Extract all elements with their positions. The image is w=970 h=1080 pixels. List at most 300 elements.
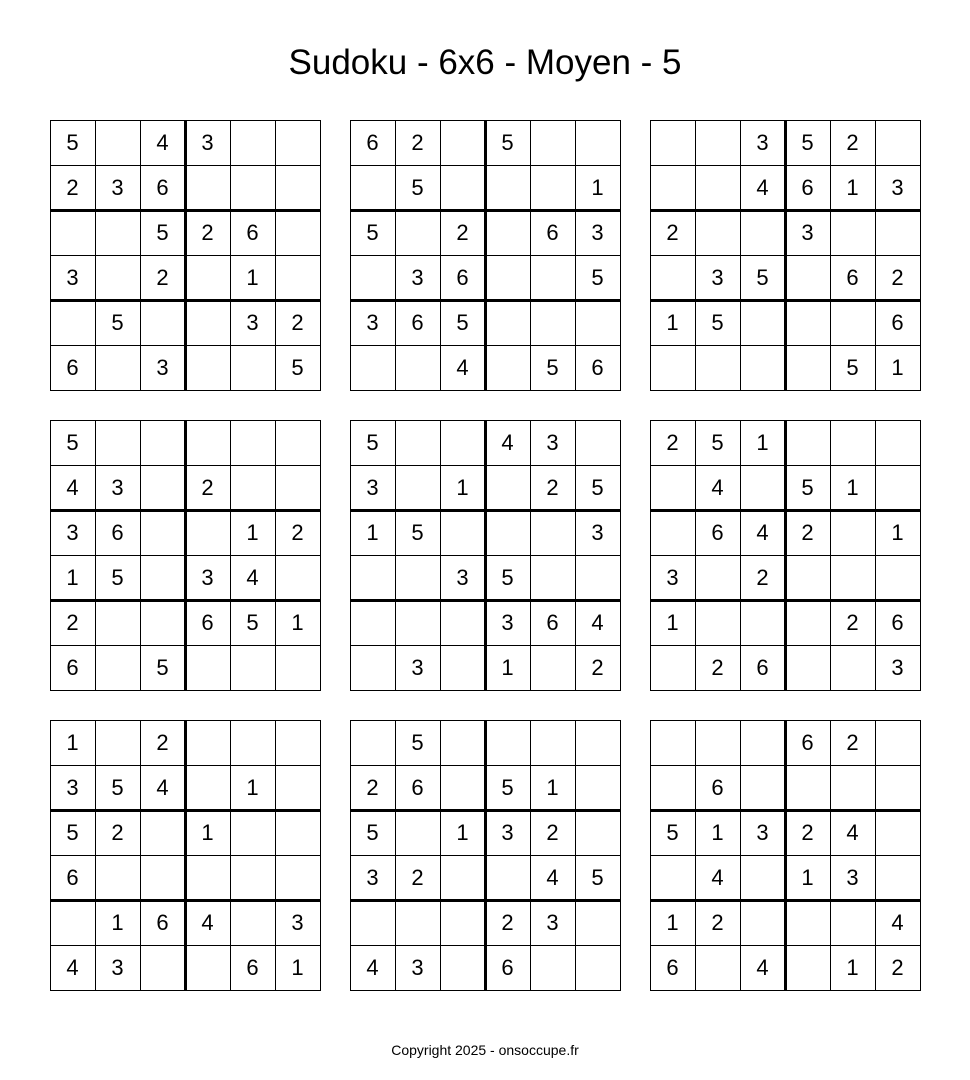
box-divider-vertical [484,420,487,691]
empty-cell[interactable] [350,255,395,300]
empty-cell[interactable] [95,210,140,255]
grid-line-vertical [50,420,51,691]
empty-cell[interactable] [395,555,440,600]
empty-cell[interactable] [395,420,440,465]
empty-cell[interactable] [230,120,275,165]
given-cell: 1 [801,864,814,890]
empty-cell[interactable] [695,210,740,255]
empty-cell[interactable] [140,420,185,465]
empty-cell[interactable] [575,420,620,465]
empty-cell[interactable] [185,510,230,555]
grid-line-vertical [95,420,96,691]
empty-cell[interactable] [185,165,230,210]
empty-cell[interactable] [830,555,875,600]
given-cell: 2 [891,954,904,980]
grid-line-vertical [50,720,51,991]
given-cell: 2 [756,564,769,590]
given-cell: 2 [291,309,304,335]
empty-cell[interactable] [395,210,440,255]
given-cell: 5 [366,819,379,845]
empty-cell[interactable] [185,300,230,345]
given-cell: 2 [456,219,469,245]
empty-cell[interactable] [185,645,230,690]
box-divider-vertical [484,720,487,991]
empty-cell[interactable] [785,645,830,690]
empty-cell[interactable] [95,645,140,690]
given-cell: 5 [111,564,124,590]
empty-cell[interactable] [185,420,230,465]
empty-cell[interactable] [695,165,740,210]
grid-line-vertical [830,420,831,691]
given-cell: 3 [66,519,79,545]
empty-cell[interactable] [485,720,530,765]
empty-cell[interactable] [875,120,920,165]
empty-cell[interactable] [185,945,230,990]
given-cell: 2 [546,474,559,500]
empty-cell[interactable] [530,510,575,555]
given-cell: 1 [546,774,559,800]
empty-cell[interactable] [650,120,695,165]
empty-cell[interactable] [575,765,620,810]
given-cell: 6 [666,954,679,980]
empty-cell[interactable] [185,345,230,390]
given-cell: 2 [591,654,604,680]
given-cell: 3 [201,564,214,590]
given-cell: 5 [666,819,679,845]
empty-cell[interactable] [275,810,320,855]
empty-cell[interactable] [530,645,575,690]
given-cell: 6 [456,264,469,290]
empty-cell[interactable] [95,120,140,165]
given-cell: 1 [756,429,769,455]
given-cell: 4 [756,954,769,980]
grid-line-vertical [875,720,876,991]
empty-cell[interactable] [830,900,875,945]
given-cell: 1 [66,729,79,755]
empty-cell[interactable] [185,720,230,765]
empty-cell[interactable] [230,165,275,210]
given-cell: 3 [501,609,514,635]
empty-cell[interactable] [230,810,275,855]
empty-cell[interactable] [275,420,320,465]
grid-line-vertical [740,120,741,391]
given-cell: 4 [711,864,724,890]
given-cell: 2 [846,729,859,755]
empty-cell[interactable] [440,510,485,555]
empty-cell[interactable] [740,300,785,345]
empty-cell[interactable] [650,855,695,900]
empty-cell[interactable] [350,165,395,210]
empty-cell[interactable] [695,120,740,165]
given-cell: 1 [666,609,679,635]
grid-line-vertical [440,420,441,691]
empty-cell[interactable] [695,720,740,765]
given-cell: 2 [156,264,169,290]
given-cell: 5 [846,354,859,380]
given-cell: 2 [666,219,679,245]
empty-cell[interactable] [830,420,875,465]
empty-cell[interactable] [440,420,485,465]
empty-cell[interactable] [485,465,530,510]
given-cell: 1 [846,174,859,200]
empty-cell[interactable] [275,645,320,690]
given-cell: 1 [246,519,259,545]
empty-cell[interactable] [695,600,740,645]
empty-cell[interactable] [785,945,830,990]
empty-cell[interactable] [440,645,485,690]
grid-line-vertical [440,720,441,991]
given-cell: 3 [246,309,259,335]
empty-cell[interactable] [230,345,275,390]
empty-cell[interactable] [350,345,395,390]
given-cell: 5 [411,174,424,200]
empty-cell[interactable] [440,720,485,765]
empty-cell[interactable] [350,720,395,765]
empty-cell[interactable] [440,765,485,810]
empty-cell[interactable] [275,765,320,810]
given-cell: 5 [756,264,769,290]
empty-cell[interactable] [830,645,875,690]
empty-cell[interactable] [485,165,530,210]
given-cell: 3 [801,219,814,245]
given-cell: 5 [111,774,124,800]
empty-cell[interactable] [95,345,140,390]
empty-cell[interactable] [185,765,230,810]
given-cell: 4 [546,864,559,890]
empty-cell[interactable] [230,465,275,510]
empty-cell[interactable] [530,120,575,165]
empty-cell[interactable] [695,945,740,990]
empty-cell[interactable] [530,720,575,765]
grid-line-vertical [575,120,576,391]
empty-cell[interactable] [395,465,440,510]
empty-cell[interactable] [440,945,485,990]
empty-cell[interactable] [275,255,320,300]
grid-line-vertical [740,720,741,991]
grid-line-vertical [695,120,696,391]
given-cell: 1 [291,609,304,635]
given-cell: 6 [801,174,814,200]
given-cell: 1 [111,909,124,935]
empty-cell[interactable] [785,420,830,465]
sudoku-grid-6 [650,420,920,690]
empty-cell[interactable] [530,255,575,300]
empty-cell[interactable] [50,900,95,945]
grid-line-vertical [230,420,231,691]
empty-cell[interactable] [485,855,530,900]
empty-cell[interactable] [140,465,185,510]
given-cell: 2 [666,429,679,455]
empty-cell[interactable] [875,855,920,900]
empty-cell[interactable] [350,600,395,645]
given-cell: 3 [666,564,679,590]
given-cell: 3 [501,819,514,845]
given-cell: 5 [411,519,424,545]
empty-cell[interactable] [185,255,230,300]
grid-line-vertical [395,720,396,991]
empty-cell[interactable] [185,855,230,900]
empty-cell[interactable] [785,300,830,345]
grid-line-vertical [620,420,621,691]
empty-cell[interactable] [95,720,140,765]
empty-cell[interactable] [785,900,830,945]
empty-cell[interactable] [140,945,185,990]
empty-cell[interactable] [95,600,140,645]
grid-line-vertical [95,120,96,391]
empty-cell[interactable] [275,720,320,765]
empty-cell[interactable] [785,600,830,645]
empty-cell[interactable] [440,855,485,900]
given-cell: 1 [846,954,859,980]
empty-cell[interactable] [875,420,920,465]
given-cell: 2 [411,129,424,155]
sudoku-grid-8 [350,720,620,990]
given-cell: 3 [156,354,169,380]
empty-cell[interactable] [575,555,620,600]
given-cell: 3 [546,909,559,935]
grid-line-vertical [275,420,276,691]
empty-cell[interactable] [230,900,275,945]
given-cell: 4 [156,774,169,800]
empty-cell[interactable] [830,210,875,255]
empty-cell[interactable] [530,945,575,990]
grid-line-vertical [650,420,651,691]
given-cell: 3 [111,954,124,980]
given-cell: 5 [456,309,469,335]
grid-line-vertical [140,120,141,391]
given-cell: 5 [801,474,814,500]
empty-cell[interactable] [875,720,920,765]
empty-cell[interactable] [650,765,695,810]
empty-cell[interactable] [650,255,695,300]
empty-cell[interactable] [650,345,695,390]
empty-cell[interactable] [575,720,620,765]
given-cell: 1 [666,309,679,335]
given-cell: 4 [846,819,859,845]
grid-line-vertical [275,120,276,391]
given-cell: 5 [501,129,514,155]
empty-cell[interactable] [740,600,785,645]
empty-cell[interactable] [440,600,485,645]
grid-line-vertical [695,420,696,691]
empty-cell[interactable] [140,510,185,555]
grid-line-vertical [620,720,621,991]
empty-cell[interactable] [650,165,695,210]
empty-cell[interactable] [875,210,920,255]
grid-line-vertical [530,720,531,991]
given-cell: 3 [591,219,604,245]
empty-cell[interactable] [140,810,185,855]
empty-cell[interactable] [50,300,95,345]
given-cell: 3 [411,954,424,980]
empty-cell[interactable] [695,345,740,390]
given-cell: 5 [366,219,379,245]
grid-line-vertical [140,720,141,991]
empty-cell[interactable] [230,645,275,690]
empty-cell[interactable] [395,900,440,945]
grid-line-vertical [830,120,831,391]
grid-line-vertical [740,420,741,691]
given-cell: 6 [411,309,424,335]
empty-cell[interactable] [695,555,740,600]
given-cell: 2 [291,519,304,545]
given-cell: 1 [291,954,304,980]
given-cell: 2 [66,174,79,200]
empty-cell[interactable] [275,465,320,510]
empty-cell[interactable] [740,210,785,255]
empty-cell[interactable] [275,210,320,255]
grid-line-vertical [320,720,321,991]
given-cell: 6 [891,609,904,635]
given-cell: 2 [711,654,724,680]
given-cell: 3 [891,654,904,680]
empty-cell[interactable] [740,765,785,810]
empty-cell[interactable] [350,645,395,690]
given-cell: 3 [891,174,904,200]
given-cell: 1 [891,354,904,380]
empty-cell[interactable] [230,720,275,765]
box-divider-vertical [184,120,187,391]
grid-line-vertical [230,720,231,991]
empty-cell[interactable] [350,555,395,600]
empty-cell[interactable] [650,645,695,690]
given-cell: 2 [66,609,79,635]
empty-cell[interactable] [395,345,440,390]
empty-cell[interactable] [530,300,575,345]
empty-cell[interactable] [785,765,830,810]
empty-cell[interactable] [485,210,530,255]
empty-cell[interactable] [230,855,275,900]
given-cell: 2 [501,909,514,935]
empty-cell[interactable] [875,765,920,810]
empty-cell[interactable] [830,510,875,555]
empty-cell[interactable] [650,720,695,765]
sudoku-grid-7 [50,720,320,990]
empty-cell[interactable] [95,420,140,465]
given-cell: 3 [756,819,769,845]
given-cell: 5 [66,129,79,155]
empty-cell[interactable] [230,420,275,465]
empty-cell[interactable] [275,165,320,210]
grid-line-vertical [650,120,651,391]
empty-cell[interactable] [740,465,785,510]
given-cell: 3 [591,519,604,545]
empty-cell[interactable] [485,300,530,345]
empty-cell[interactable] [485,345,530,390]
given-cell: 5 [711,429,724,455]
empty-cell[interactable] [95,255,140,300]
empty-cell[interactable] [740,720,785,765]
empty-cell[interactable] [575,810,620,855]
empty-cell[interactable] [830,300,875,345]
given-cell: 5 [111,309,124,335]
empty-cell[interactable] [275,555,320,600]
empty-cell[interactable] [875,555,920,600]
empty-cell[interactable] [575,900,620,945]
empty-cell[interactable] [140,555,185,600]
empty-cell[interactable] [95,855,140,900]
empty-cell[interactable] [875,810,920,855]
empty-cell[interactable] [785,345,830,390]
empty-cell[interactable] [275,120,320,165]
given-cell: 1 [66,564,79,590]
given-cell: 1 [201,819,214,845]
page-title: Sudoku - 6x6 - Moyen - 5 [288,43,682,82]
grid-line-vertical [695,720,696,991]
given-cell: 3 [411,654,424,680]
empty-cell[interactable] [440,165,485,210]
grid-line-vertical [875,420,876,691]
given-cell: 4 [66,474,79,500]
empty-cell[interactable] [740,900,785,945]
empty-cell[interactable] [530,165,575,210]
given-cell: 1 [456,819,469,845]
empty-cell[interactable] [740,855,785,900]
box-divider-vertical [184,720,187,991]
given-cell: 5 [501,564,514,590]
empty-cell[interactable] [395,600,440,645]
empty-cell[interactable] [830,765,875,810]
given-cell: 2 [111,819,124,845]
given-cell: 6 [891,309,904,335]
empty-cell[interactable] [530,555,575,600]
empty-cell[interactable] [440,120,485,165]
empty-cell[interactable] [140,300,185,345]
empty-cell[interactable] [785,255,830,300]
empty-cell[interactable] [785,555,830,600]
empty-cell[interactable] [50,210,95,255]
empty-cell[interactable] [440,900,485,945]
empty-cell[interactable] [650,465,695,510]
empty-cell[interactable] [740,345,785,390]
empty-cell[interactable] [140,855,185,900]
given-cell: 5 [591,264,604,290]
given-cell: 2 [201,474,214,500]
given-cell: 2 [201,219,214,245]
given-cell: 4 [756,519,769,545]
given-cell: 1 [591,174,604,200]
empty-cell[interactable] [575,120,620,165]
given-cell: 1 [666,909,679,935]
empty-cell[interactable] [575,300,620,345]
given-cell: 6 [711,774,724,800]
given-cell: 2 [711,909,724,935]
given-cell: 4 [756,174,769,200]
given-cell: 3 [111,474,124,500]
empty-cell[interactable] [485,510,530,555]
empty-cell[interactable] [875,465,920,510]
given-cell: 3 [756,129,769,155]
empty-cell[interactable] [485,255,530,300]
empty-cell[interactable] [650,510,695,555]
box-divider-vertical [184,420,187,691]
given-cell: 5 [156,219,169,245]
grid-line-vertical [350,420,351,691]
given-cell: 4 [456,354,469,380]
empty-cell[interactable] [350,900,395,945]
given-cell: 2 [801,519,814,545]
empty-cell[interactable] [275,855,320,900]
sudoku-grid-1 [50,120,320,390]
empty-cell[interactable] [140,600,185,645]
empty-cell[interactable] [395,810,440,855]
empty-cell[interactable] [575,945,620,990]
grid-line-vertical [875,120,876,391]
given-cell: 6 [246,219,259,245]
given-cell: 6 [411,774,424,800]
given-cell: 5 [591,864,604,890]
given-cell: 6 [66,864,79,890]
